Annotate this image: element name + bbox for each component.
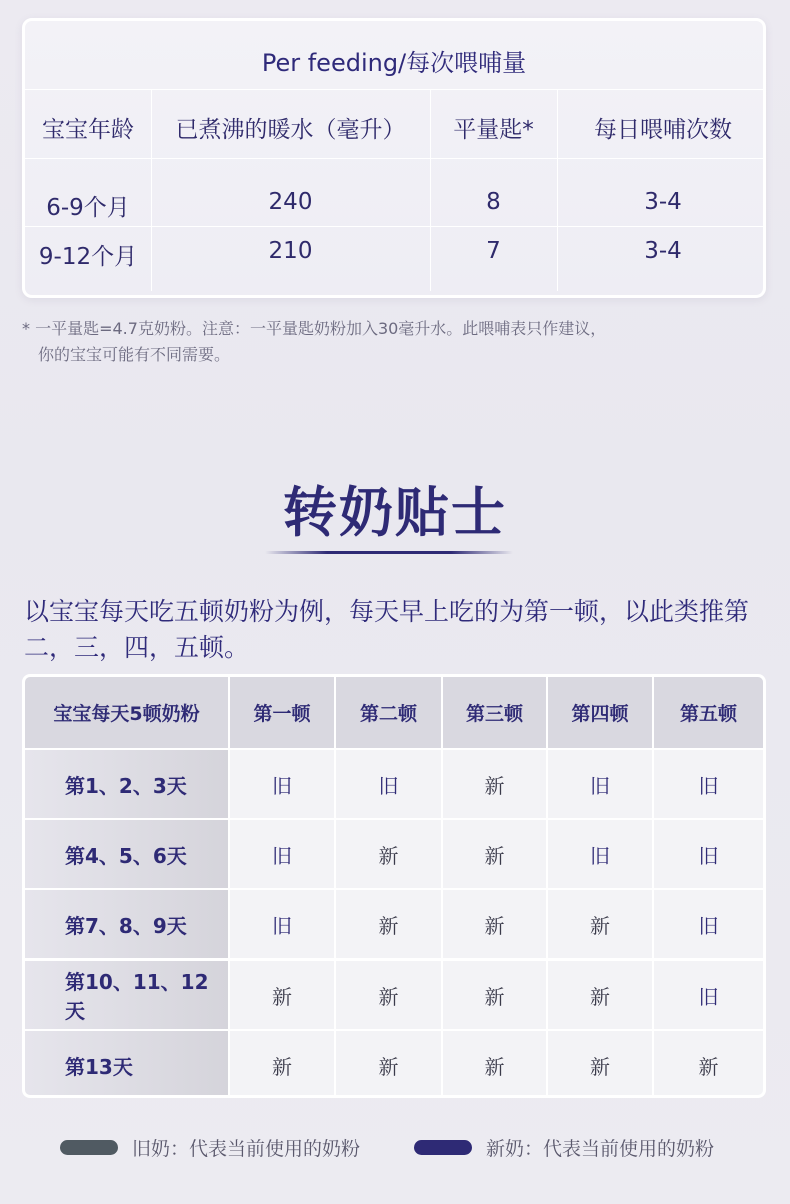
switch-row-label: 第4、5、6天: [25, 820, 228, 888]
row-water: 240: [268, 189, 313, 215]
row-times: 3-4: [644, 238, 682, 264]
intro-text: 以宝宝每天吃五顿奶粉为例，每天早上吃的为第一顿，以此类推第二，三，四，五顿。: [24, 597, 750, 662]
switch-cell: 旧: [548, 750, 652, 818]
legend-old-label: 旧奶：代表当前使用的奶粉: [132, 1138, 361, 1160]
row-times: 3-4: [644, 189, 682, 215]
row-age: 9-12个月: [38, 244, 138, 270]
row-scoops: 8: [486, 189, 501, 215]
switch-cell: 旧: [548, 820, 652, 888]
row-scoops: 7: [486, 238, 501, 264]
legend-new-label: 新奶：代表当前使用的奶粉: [486, 1138, 715, 1160]
header-water: 已煮沸的暖水（毫升）: [175, 117, 406, 143]
switch-cell: 新: [443, 961, 546, 1029]
switch-cell: 新: [230, 1031, 334, 1098]
switch-cell: 新: [336, 890, 441, 958]
divider: [25, 89, 763, 90]
switch-cell: 新: [548, 890, 652, 958]
feeding-table: [22, 18, 766, 298]
row-water: 210: [268, 238, 313, 264]
legend-new-swatch: [414, 1140, 472, 1155]
switch-row-label: 第13天: [25, 1031, 228, 1098]
switch-cell: 旧: [654, 750, 763, 818]
switch-cell: 新: [336, 1031, 441, 1098]
switch-cell: 新: [548, 1031, 652, 1098]
footnote: [22, 316, 762, 368]
legend-old-swatch: [60, 1140, 118, 1155]
switch-cell: 新: [336, 820, 441, 888]
divider: [25, 226, 763, 227]
footnote-line: 你的宝宝可能有不同需要。: [38, 345, 231, 364]
header-times: 每日喂哺次数: [594, 117, 732, 143]
switch-table: [22, 674, 766, 1098]
switch-row-label: 第1、2、3天: [25, 750, 228, 818]
feeding-table-title: Per feeding/每次喂哺量: [261, 49, 527, 77]
section-title: 转奶贴士: [283, 481, 507, 544]
switch-header-meal: 第四顿: [548, 677, 652, 748]
switch-cell: 新: [548, 961, 652, 1029]
switch-cell: 旧: [230, 820, 334, 888]
switch-cell: 新: [336, 961, 441, 1029]
switch-cell: 旧: [230, 750, 334, 818]
switch-cell: 旧: [654, 820, 763, 888]
switch-cell: 新: [443, 1031, 546, 1098]
switch-header-meal: 第五顿: [654, 677, 763, 748]
switch-header-label: 宝宝每天5顿奶粉: [25, 677, 228, 748]
switch-row-label: 第10、11、12天: [25, 961, 228, 1029]
switch-header-meal: 第三顿: [443, 677, 546, 748]
switch-row-label: 第7、8、9天: [25, 890, 228, 958]
row-age: 6-9个月: [46, 195, 130, 221]
switch-cell: 新: [230, 961, 334, 1029]
divider: [25, 158, 763, 159]
switch-cell: 新: [443, 890, 546, 958]
title-underline: [265, 551, 513, 554]
switch-cell: 新: [443, 750, 546, 818]
switch-cell: 旧: [336, 750, 441, 818]
switch-cell: 新: [654, 1031, 763, 1098]
switch-header-meal: 第一顿: [230, 677, 334, 748]
header-scoops: 平量匙*: [453, 117, 534, 143]
switch-cell: 旧: [654, 961, 763, 1029]
switch-cell: 新: [443, 820, 546, 888]
header-age: 宝宝年龄: [42, 117, 134, 143]
switch-header-meal: 第二顿: [336, 677, 441, 748]
switch-cell: 旧: [230, 890, 334, 958]
switch-cell: 旧: [654, 890, 763, 958]
footnote-line: * 一平量匙=4.7克奶粉。注意：一平量匙奶粉加入30毫升水。此喂哺表只作建议，: [22, 319, 607, 338]
